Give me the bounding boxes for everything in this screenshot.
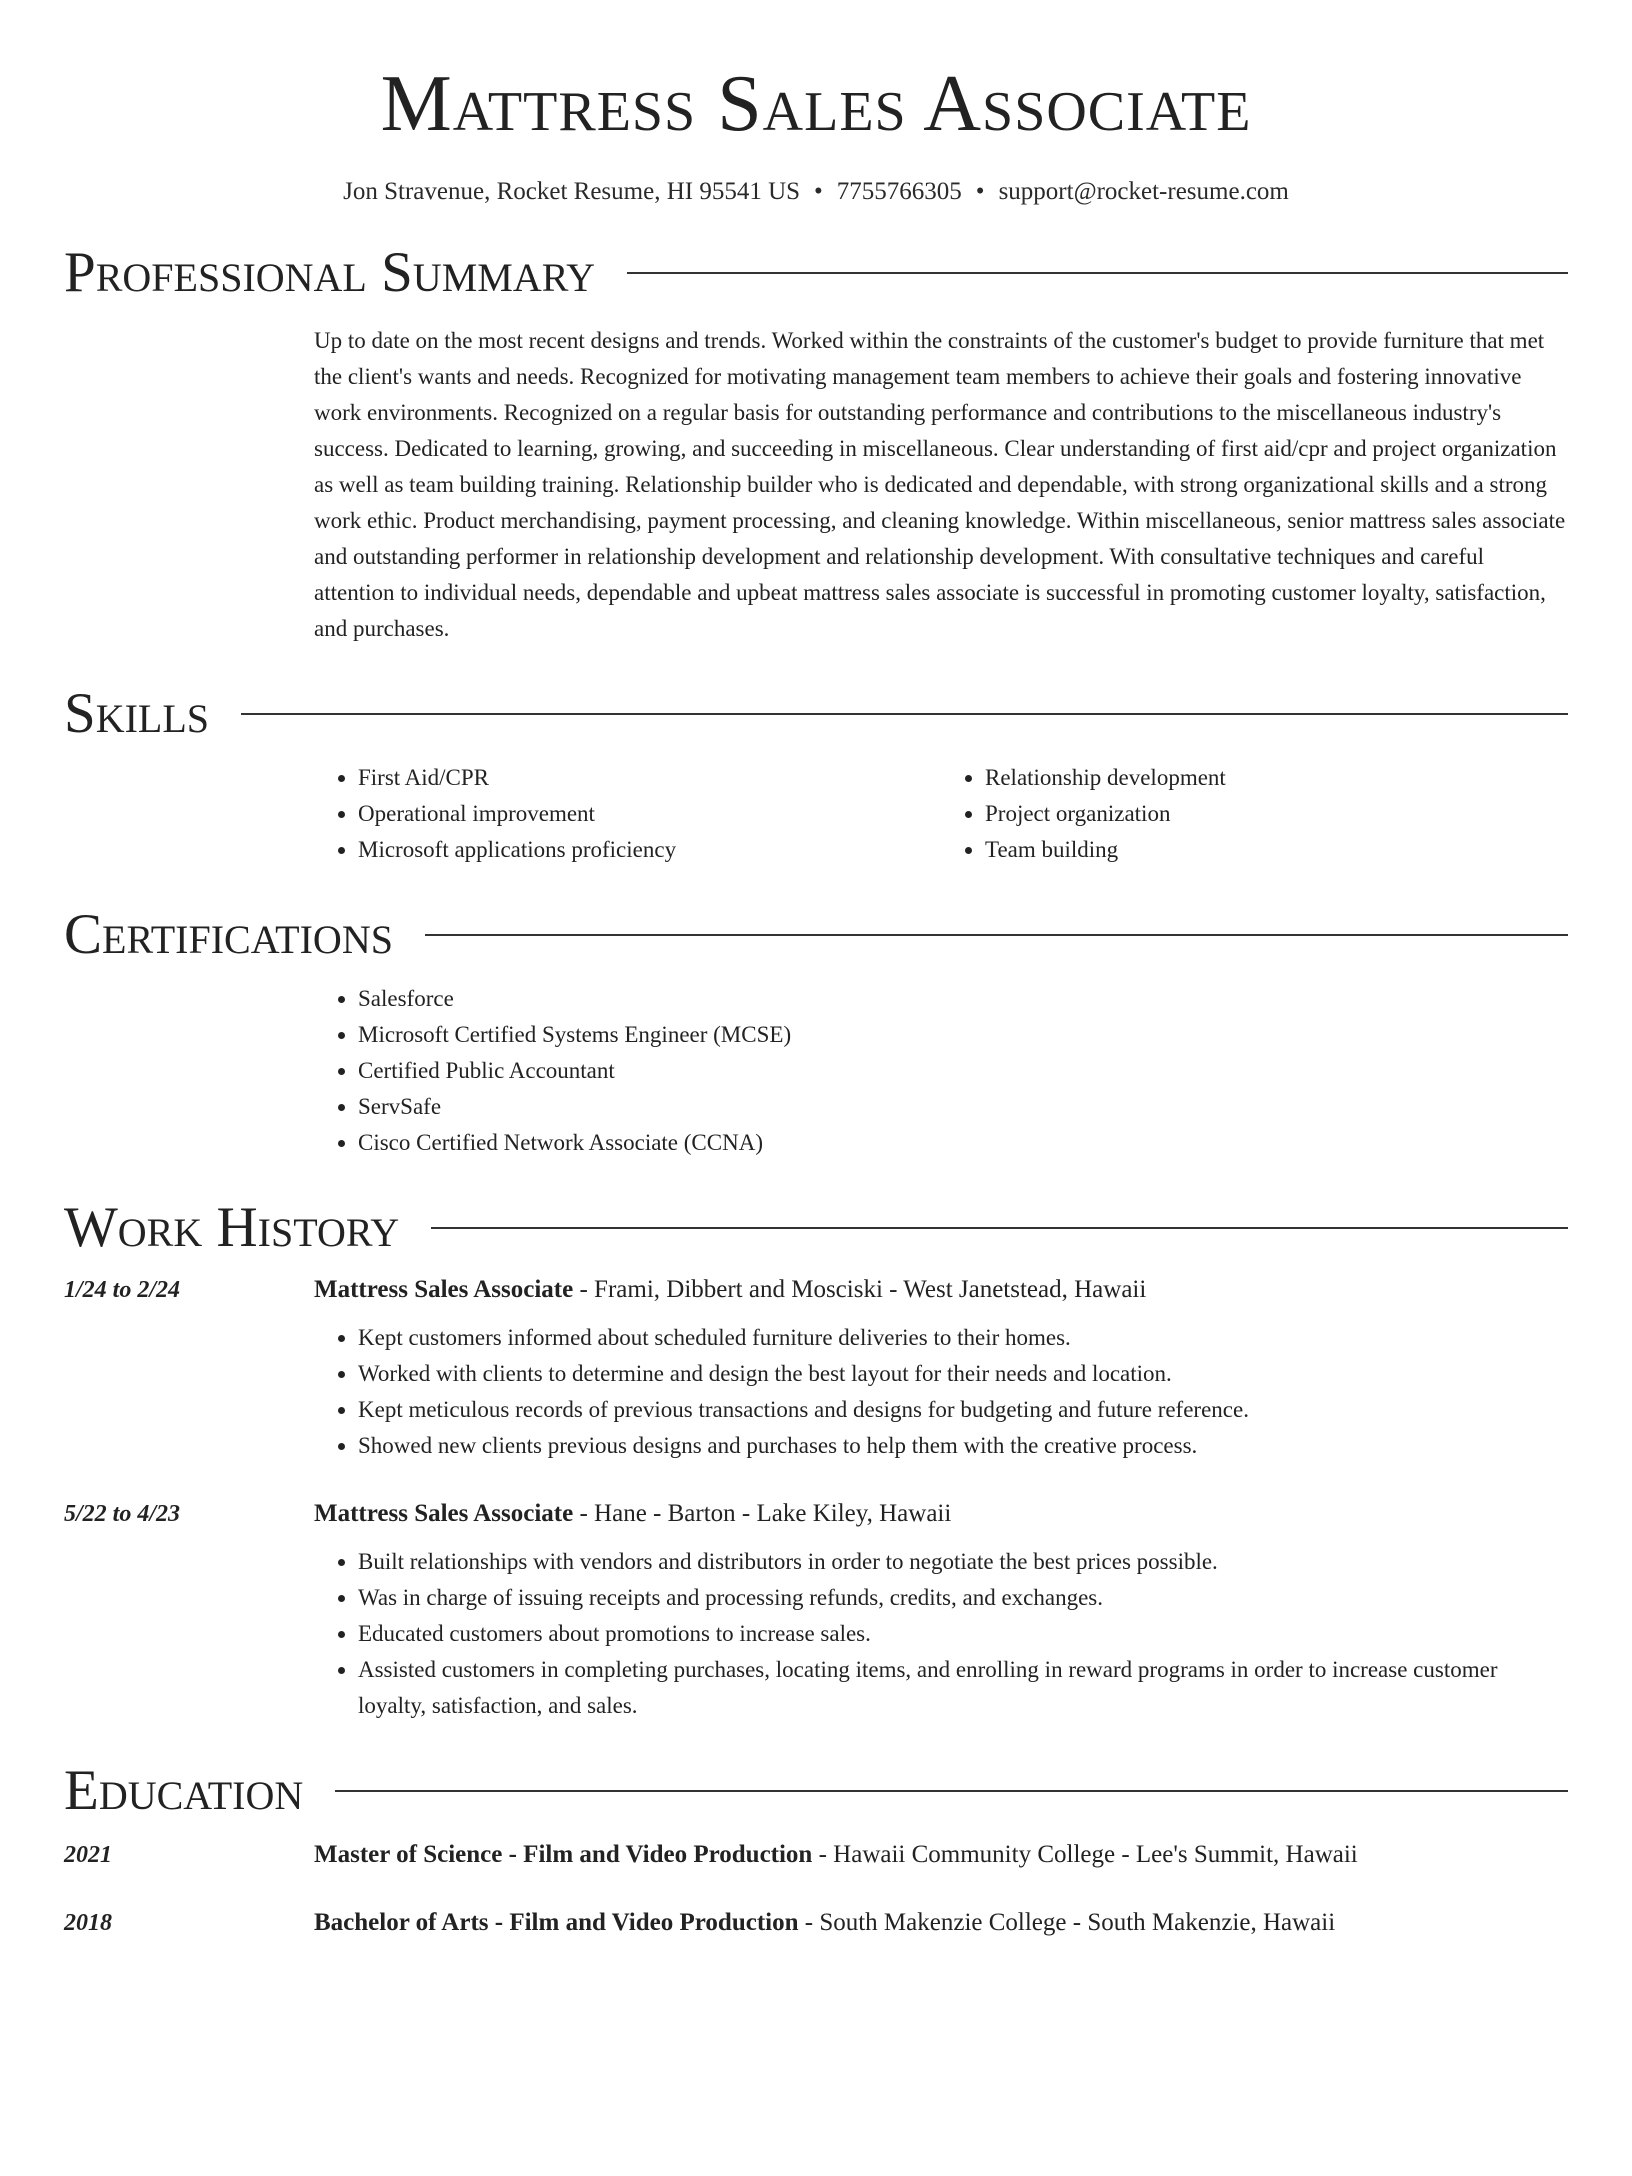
education-degree: Master of Science - Film and Video Production [314,1841,813,1868]
contact-address: Jon Stravenue, Rocket Resume, HI 95541 US [343,178,801,205]
certifications-section-header [64,903,1568,966]
job-title: Mattress Sales Associate [314,1276,574,1303]
job-entry [64,1276,1568,1464]
skill-item: • Project organization [985,796,1568,832]
job-title: Mattress Sales Associate [314,1500,574,1527]
education-details: - South Makenzie College - South Makenzie, Hawaii [798,1909,1336,1936]
education-year: 2018 [64,1910,112,1936]
education-heading: Education [64,1759,304,1822]
skill-item: • Team building [985,832,1568,868]
contact-phone: 7755766305 [836,178,962,205]
contact-separator: • [814,178,823,205]
job-entry [64,1500,1568,1724]
resume-page [0,60,1632,2176]
education-heading-line [314,1841,1568,1869]
certifications-heading: Certifications [64,903,393,966]
section-divider [335,1790,1568,1792]
job-dates: 1/24 to 2/24 [64,1277,181,1303]
skills-column-left [314,760,941,868]
certification-item: • Salesforce [358,981,1568,1017]
skills-list [314,760,1568,868]
contact-line [64,178,1568,206]
education-heading-line [314,1909,1568,1937]
job-bullets [314,1320,1568,1464]
summary-heading: Professional Summary [64,241,596,304]
job-details: - Hane - Barton - Lake Kiley, Hawaii [573,1500,952,1527]
education-section-header [64,1759,1568,1822]
job-bullet: • Assisted customers in completing purchases, locating items, and enrolling in reward programs in order to increase customer loyalty, satisfaction, and sales. [358,1652,1568,1724]
contact-separator: • [975,178,985,205]
education-entry [64,1909,1568,1937]
summary-section-header [64,241,1568,304]
job-bullet: • Showed new clients previous designs and purchases to help them with the creative process. [358,1428,1568,1464]
work-history-heading: Work History [64,1196,400,1259]
section-divider [425,934,1568,936]
resume-title: Mattress Sales Associate [380,60,1252,148]
skill-item: • Relationship development [985,760,1568,796]
summary-text: Up to date on the most recent designs and trends. Worked within the constraints of the customer's budget to provide furniture that met the client's wants and needs. Recognized for motivating management team members to achieve their goals and fostering innovative work environments. Recognized on a regular basis for outstanding performance and contributions to the miscellaneous industry's success. Dedicated to learning, growing, and succeeding in miscellaneous. Clear understanding of first aid/cpr and project organization as well as team building training. Relationship builder who is dedicated and dependable, with strong organizational skills and a strong work ethic. Product merchandising, payment processing, and cleaning knowledge. Within miscellaneous, senior mattress sales associate and outstanding performer in relationship development and relationship development. With consultative techniques and careful attention to individual needs, dependable and upbeat mattress sales associate is successful in promoting customer loyalty, satisfaction, and purchases. [314,328,1566,641]
education-degree: Bachelor of Arts - Film and Video Production [314,1909,799,1936]
work-history-section-header [64,1196,1568,1259]
section-divider [627,272,1568,274]
skill-item: • Microsoft applications proficiency [358,832,941,868]
job-bullet: • Kept meticulous records of previous transactions and designs for budgeting and future reference. [358,1392,1568,1428]
job-bullet: • Worked with clients to determine and design the best layout for their needs and location. [358,1356,1568,1392]
job-bullet: • Was in charge of issuing receipts and processing refunds, credits, and exchanges. [358,1580,1568,1616]
job-bullet: • Kept customers informed about scheduled furniture deliveries to their homes. [358,1320,1568,1356]
certification-item: • ServSafe [358,1089,1568,1125]
skill-item: • Operational improvement [358,796,941,832]
section-divider [241,713,1568,715]
certifications-list [314,981,1568,1161]
job-bullet: • Educated customers about promotions to increase sales. [358,1616,1568,1652]
skill-item: • First Aid/CPR [358,760,941,796]
job-details: - Frami, Dibbert and Mosciski - West Janetstead, Hawaii [573,1276,1147,1303]
certification-item: • Cisco Certified Network Associate (CCNA) [358,1125,1568,1161]
job-bullet: • Built relationships with vendors and distributors in order to negotiate the best prices possible. [358,1544,1568,1580]
certification-item: • Microsoft Certified Systems Engineer (MCSE) [358,1017,1568,1053]
job-dates: 5/22 to 4/23 [64,1501,181,1527]
section-divider [431,1227,1568,1229]
skills-column-right [941,760,1568,868]
job-header [64,1500,1568,1528]
certification-item: • Certified Public Accountant [358,1053,1568,1089]
job-heading [314,1276,1568,1304]
education-entry [64,1841,1568,1869]
skills-heading: Skills [64,682,210,745]
education-details: - Hawaii Community College - Lee's Summit, Hawaii [812,1841,1358,1868]
contact-email: support@rocket-resume.com [998,178,1289,205]
education-year: 2021 [64,1842,112,1868]
job-heading [314,1500,1568,1528]
job-header [64,1276,1568,1304]
job-bullets [314,1544,1568,1724]
skills-section-header [64,682,1568,745]
